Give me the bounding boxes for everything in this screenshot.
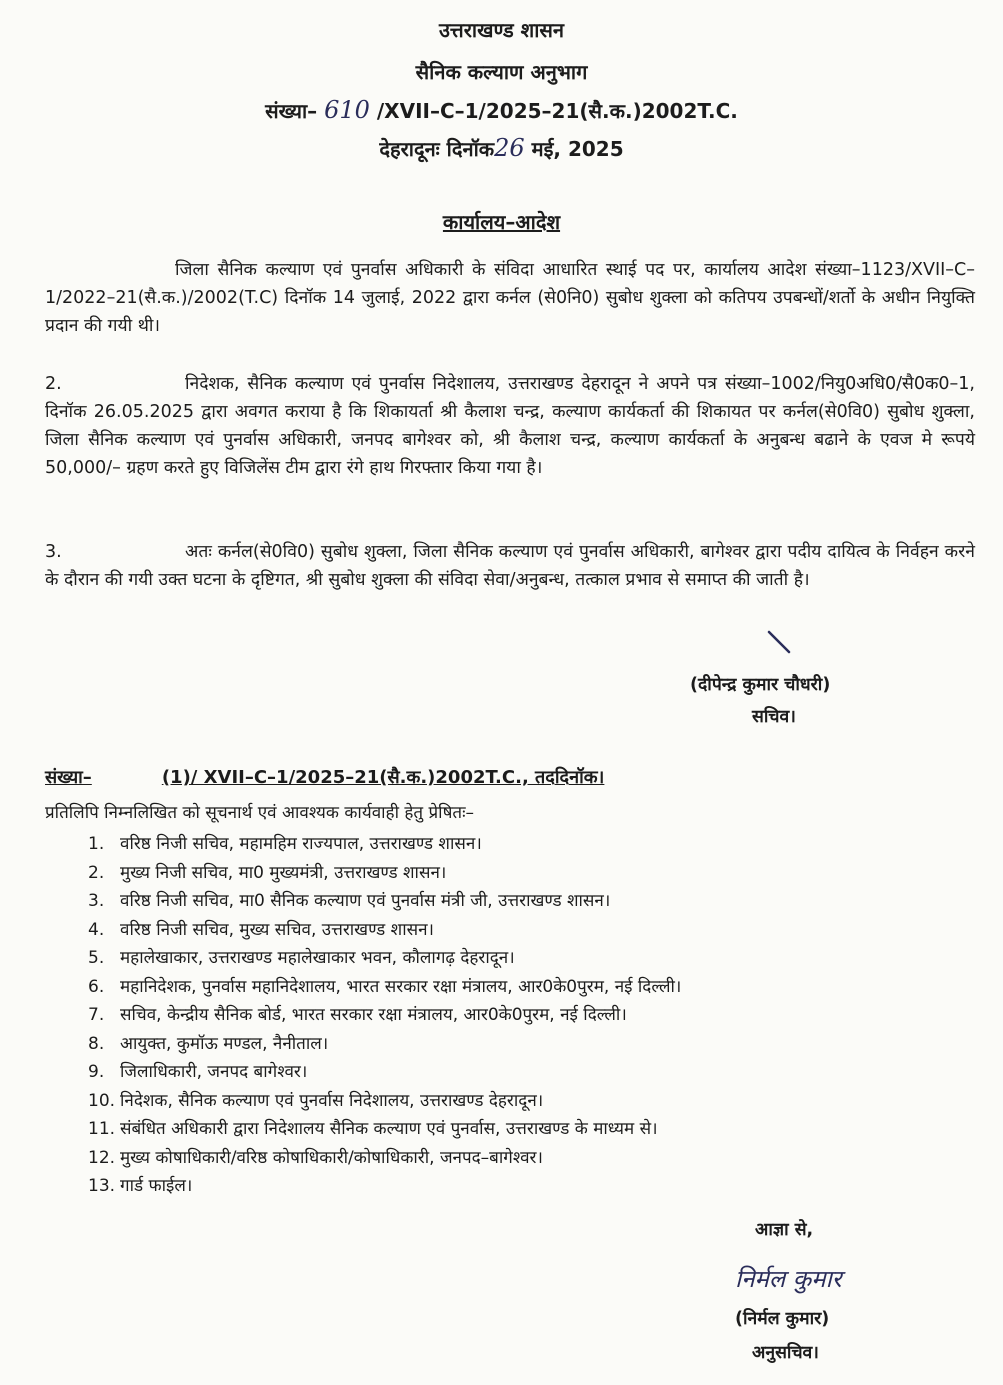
- order-date-handwritten: 26: [494, 134, 525, 162]
- list-item: 3. वरिष्ठ निजी सचिव, मा0 सैनिक कल्याण एवं पुनर्वास मंत्री जी, उत्तराखण्ड शासन।: [88, 891, 611, 911]
- list-item: 1. वरिष्ठ निजी सचिव, महामहिम राज्यपाल, उत्तराखण्ड शासन।: [88, 834, 482, 854]
- order-number: [0, 96, 1003, 124]
- paragraph-3-text: अतः कर्नल(से0वि0) सुबोध शुक्ला, जिला सैनिक कल्याण एवं पुनर्वास अधिकारी, बागेश्वर द्वारा पदीय दायित्व के निर्वहन करने के दौरान की गयी उक्त घटना के दृष्टिगत, श्री सुबोध शुक्ला की संविदा सेवा/अनुबन्ध, तत्काल प्रभाव से समाप्त की जाती है।: [45, 542, 975, 590]
- copy-number-rest: (1)/ XVII–C–1/2025–21(सै.क.)2002T.C., तददिनॉक।: [161, 767, 605, 788]
- paragraph-1-text: जिला सैनिक कल्याण एवं पुनर्वास अधिकारी के संविदा आधारित स्थाई पद पर, कार्यालय आदेश संख्या–1123/XVII–C–1/2022–21(सै.क.)/2002(T.C) दिनॉक 14 जुलाई, 2022 द्वारा कर्नल (से0नि0) सुबोध शुक्ला को कतिपय उपबन्धों/शर्तो के अधीन नियुक्ति प्रदान की गयी थी।: [45, 260, 975, 336]
- list-item: 10. निदेशक, सैनिक कल्याण एवं पुनर्वास निदेशालय, उत्तराखण्ड देहरादून।: [88, 1090, 544, 1111]
- signatory-1-designation: सचिव।: [752, 707, 796, 727]
- list-item: 12. मुख्य कोषाधिकारी/वरिष्ठ कोषाधिकारी/कोषाधिकारी, जनपद–बागेश्वर।: [88, 1147, 543, 1168]
- copy-intro: प्रतिलिपि निम्नलिखित को सूचनार्थ एवं आवश्यक कार्यवाही हेतु प्रेषितः–: [45, 803, 475, 823]
- list-item: 13. गार्ड फाईल।: [88, 1176, 193, 1196]
- list-item: 9. जिलाधिकारी, जनपद बागेश्वर।: [88, 1062, 308, 1082]
- handwritten-signature: निर्मल कुमार: [735, 1265, 842, 1293]
- signature-tick-mark: [765, 628, 795, 658]
- paragraph-2-text: निदेशक, सैनिक कल्याण एवं पुनर्वास निदेशालय, उत्तराखण्ड देहरादून ने अपने पत्र संख्या–1002/नियु0अधि0/सै0क0–1, दिनॉक 26.05.2025 द्वारा अवगत कराया है कि शिकायर्ता श्री कैलाश चन्द्र, कल्याण कार्यकर्ता की शिकायत पर कर्नल(से0वि0) सुबोध शुक्ला, जिला सैनिक कल्याण एवं पुनर्वास अधिकारी, जनपद बागेश्वर को, श्री कैलाश चन्द्र, कल्याण कार्यकर्ता के अनुबन्ध बढाने के एवज मे रूपये 50,000/– ग्रहण करते हुए विजिलेंस टीम द्वारा रंगे हाथ गिरफ्तार किया गया है।: [45, 374, 975, 478]
- paragraph-1: [45, 256, 975, 340]
- copy-number: [45, 765, 604, 789]
- signatory-1-name: (दीपेन्द्र कुमार चौधरी): [690, 675, 831, 695]
- list-item: 8. आयुक्त, कुमॉऊ मण्डल, नैनीताल।: [88, 1033, 329, 1054]
- order-number-handwritten: 610: [324, 96, 370, 124]
- by-order-text: आज्ञा से,: [755, 1220, 814, 1240]
- paragraph-2: [45, 370, 975, 482]
- order-date: [0, 134, 1003, 162]
- signatory-2-designation: अनुसचिव।: [752, 1343, 819, 1363]
- list-item: 6. महानिदेशक, पुनर्वास महानिदेशालय, भारत सरकार रक्षा मंत्रालय, आर0के0पुरम, नई दिल्ली।: [88, 976, 682, 997]
- order-title: कार्यालय–आदेश: [442, 210, 561, 234]
- order-number-prefix: संख्या–: [265, 99, 318, 123]
- order-date-suffix: मई, 2025: [531, 137, 624, 161]
- copy-recipient-list: [88, 830, 681, 1201]
- list-item: 5. महालेखाकार, उत्तराखण्ड महालेखाकार भवन, कौलागढ़ देहरादून।: [88, 948, 515, 968]
- govt-heading: उत्तराखण्ड शासन: [438, 18, 565, 42]
- section-heading: सैनिक कल्याण अनुभाग: [415, 60, 588, 84]
- list-item: 2. मुख्य निजी सचिव, मा0 मुख्यमंत्री, उत्तराखण्ड शासन।: [88, 862, 447, 883]
- order-date-prefix: देहरादूनः दिनॉक: [379, 137, 495, 161]
- signatory-2-name: (निर्मल कुमार): [735, 1309, 830, 1329]
- paragraph-3-number: 3.: [45, 542, 62, 562]
- copy-number-label: संख्या–: [45, 767, 92, 788]
- list-item: 11. संबंधित अधिकारी द्वारा निदेशालय सैनिक कल्याण एवं पुनर्वास, उत्तराखण्ड के माध्यम से।: [88, 1119, 658, 1139]
- paragraph-3: [45, 538, 975, 594]
- paragraph-2-number: 2.: [45, 374, 62, 394]
- list-item: 7. सचिव, केन्द्रीय सैनिक बोर्ड, भारत सरकार रक्षा मंत्रालय, आर0के0पुरम, नई दिल्ली।: [88, 1005, 627, 1025]
- order-number-suffix: /XVII–C–1/2025–21(सै.क.)2002T.C.: [376, 99, 738, 123]
- list-item: 4. वरिष्ठ निजी सचिव, मुख्य सचिव, उत्तराखण्ड शासन।: [88, 919, 434, 940]
